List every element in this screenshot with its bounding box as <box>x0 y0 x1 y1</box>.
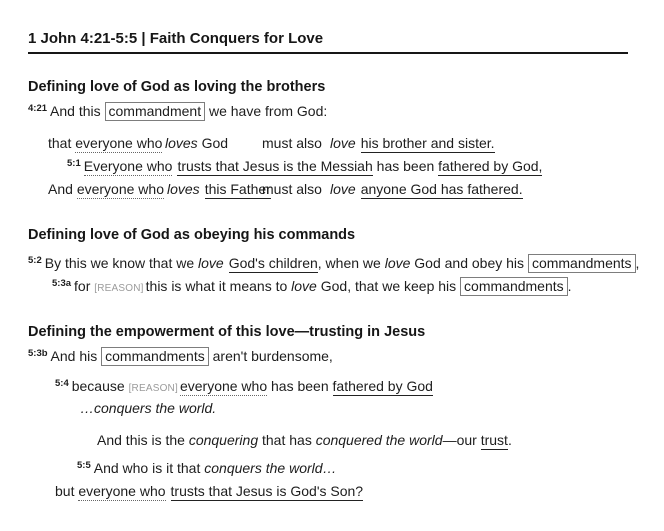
boxed-term: commandments <box>528 254 636 273</box>
verse-number: 5:3a <box>52 278 72 289</box>
column-group <box>165 134 228 152</box>
verse-5-3b-line <box>28 347 333 367</box>
verse-5-5-line <box>77 459 337 479</box>
verse-text: By this we know that we <box>44 255 199 271</box>
column-group <box>167 180 271 198</box>
verse-text: And this is the <box>97 432 189 448</box>
verse-text: because <box>71 378 129 394</box>
verse-text: And who is it that <box>93 460 205 476</box>
dotted-underline-term: everyone who <box>76 181 164 197</box>
underlined-term: his brother and sister. <box>360 135 495 151</box>
verse-number: 5:3b <box>28 348 48 359</box>
verse-text: God and obey his <box>410 255 528 271</box>
section-1-heading: Defining love of God as loving the brothers <box>28 79 326 95</box>
verse-text: , when we <box>317 255 385 271</box>
italic-term: love <box>330 135 356 151</box>
verse-text: that has <box>258 432 316 448</box>
italic-term: love <box>330 181 356 197</box>
underlined-term: fathered by God <box>332 378 433 394</box>
reason-label: [REASON] <box>94 283 144 294</box>
underlined-term: fathered by God, <box>438 158 543 174</box>
underlined-term: trust <box>480 432 508 448</box>
verse-text: And his <box>50 348 102 364</box>
column-group <box>48 180 164 198</box>
italic-term: conquered the world <box>315 432 443 448</box>
column-group <box>262 180 322 198</box>
verse-number: 5:5 <box>77 460 91 471</box>
column-group <box>330 134 495 152</box>
italic-term: …conquers the world. <box>80 400 217 416</box>
verse-text: has been <box>267 378 333 394</box>
dotted-underline-term: everyone who <box>75 135 163 151</box>
verse-text: for <box>74 278 95 294</box>
italic-term: love <box>198 255 224 271</box>
column-group <box>330 180 523 198</box>
section-3-heading: Defining the empowerment of this love—trusting in Jesus <box>28 324 426 340</box>
verse-text: . <box>507 432 512 448</box>
column-group <box>48 134 162 152</box>
italic-term: conquers the world… <box>204 460 337 476</box>
verse-text: God, that we keep his <box>316 278 461 294</box>
italic-term: love <box>384 255 411 271</box>
boxed-term: commandments <box>101 347 209 366</box>
verse-text: aren't burdensome, <box>208 348 333 364</box>
verse-text: must also <box>262 181 322 197</box>
verse-5-3a-line <box>52 277 572 297</box>
section-2-heading: Defining love of God as obeying his commands <box>28 227 356 243</box>
italic-term: loves <box>167 181 200 197</box>
verse-number: 5:2 <box>28 255 42 266</box>
verse-text: we have from God: <box>205 103 328 119</box>
parallel-line-2 <box>0 180 664 200</box>
underlined-term: God's children <box>228 255 318 271</box>
underlined-term: this Father <box>204 181 271 197</box>
verse-text: must also <box>262 135 322 151</box>
dotted-underline-term: everyone who <box>179 378 268 394</box>
dotted-underline-term: Everyone who <box>83 158 173 174</box>
dotted-underline-term: everyone who <box>78 483 166 499</box>
verse-number: 5:1 <box>67 158 81 169</box>
verse-text: but <box>55 483 79 499</box>
verse-text: And this <box>50 103 105 119</box>
boxed-term: commandment <box>105 102 206 121</box>
verse-5-4-line <box>55 377 433 397</box>
verse-text: this is what it means to <box>145 278 292 294</box>
summary-line <box>97 431 512 451</box>
verse-text: that <box>48 135 76 151</box>
but-everyone-line <box>55 482 363 502</box>
verse-number: 5:4 <box>55 378 69 389</box>
parallel-line-1 <box>0 134 664 154</box>
conquers-world-line <box>80 399 216 419</box>
reason-label: [REASON] <box>128 383 178 394</box>
underlined-term: trusts that Jesus is the Messiah <box>177 158 373 174</box>
verse-text: . <box>567 278 572 294</box>
verse-text: , <box>635 255 640 271</box>
boxed-term: commandments <box>460 277 568 296</box>
italic-term: love <box>291 278 317 294</box>
verse-text: And <box>48 181 77 197</box>
italic-term: loves <box>165 135 198 151</box>
underlined-term: trusts that Jesus is God's Son? <box>170 483 364 499</box>
verse-text: God <box>197 135 229 151</box>
underlined-term: anyone God has fathered. <box>360 181 523 197</box>
verse-5-1-line <box>67 157 542 177</box>
verse-5-2-line <box>28 254 639 274</box>
column-group <box>262 134 322 152</box>
verse-number: 4:21 <box>28 103 48 114</box>
verse-text: —our <box>442 432 481 448</box>
italic-term: conquering <box>188 432 259 448</box>
verse-text: has been <box>372 158 439 174</box>
verse-4-21-line <box>28 102 327 122</box>
page-title: 1 John 4:21-5:5 | Faith Conquers for Love <box>28 30 628 54</box>
